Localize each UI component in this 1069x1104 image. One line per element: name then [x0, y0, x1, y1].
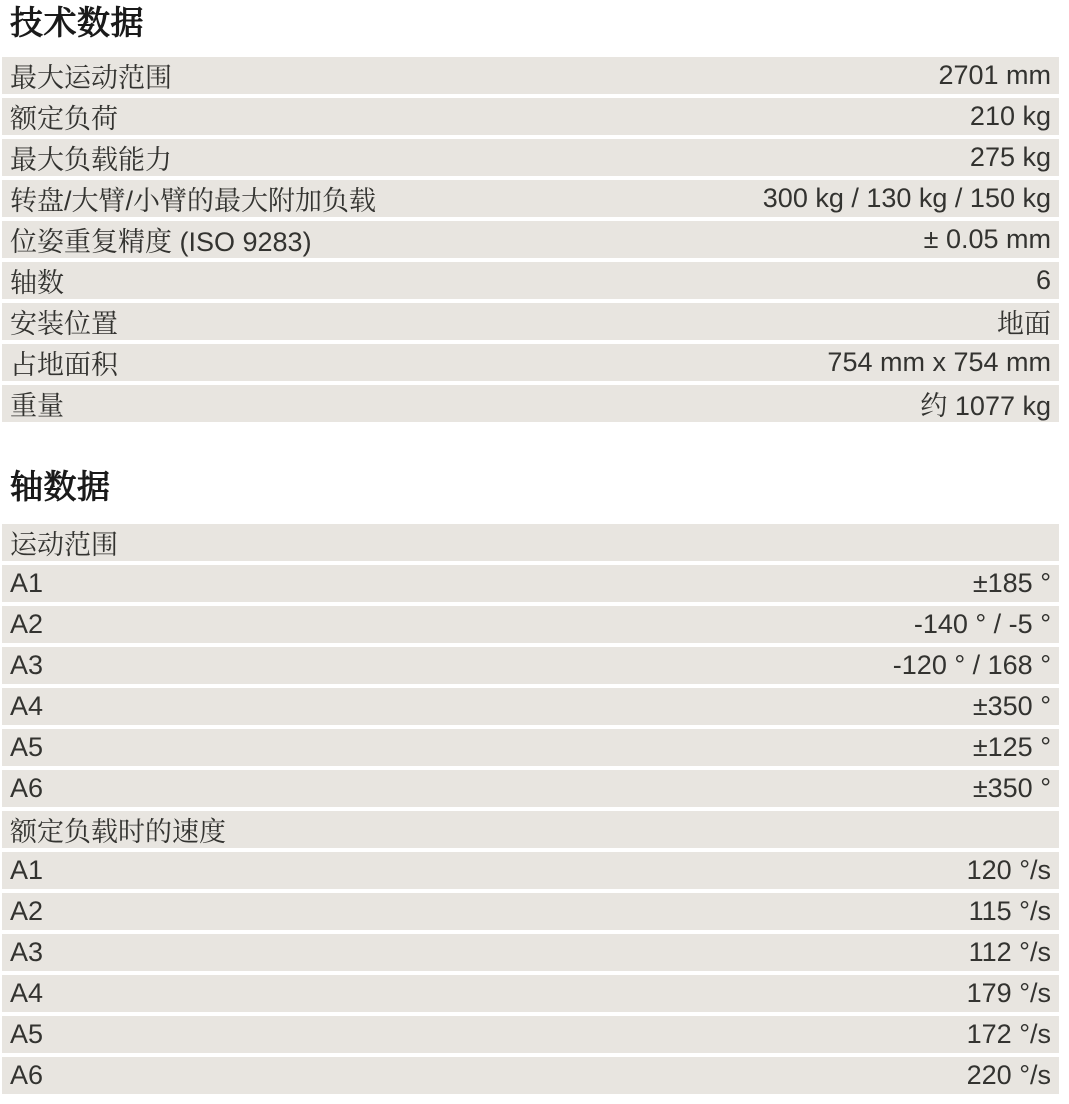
spec-table	[2, 524, 1059, 1094]
row-value: 220 °/s	[966, 1060, 1051, 1090]
row-value: 112 °/s	[968, 937, 1051, 967]
table-row	[2, 647, 1059, 684]
row-label: A2	[10, 896, 44, 926]
row-value: ±350 °	[972, 691, 1051, 721]
row-label: 最大负载能力	[10, 145, 172, 175]
row-label: A1	[10, 855, 44, 885]
table-row	[2, 303, 1059, 340]
row-label: 运动范围	[10, 530, 118, 560]
row-label: A4	[10, 978, 44, 1008]
row-label: A5	[10, 732, 44, 762]
table-row	[2, 180, 1059, 217]
row-value: 179 °/s	[966, 978, 1051, 1008]
table-row	[2, 975, 1059, 1012]
row-label: A3	[10, 650, 44, 680]
row-label: 重量	[10, 391, 64, 421]
spec-table	[2, 57, 1059, 422]
row-label: A4	[10, 691, 44, 721]
row-value: 地面	[997, 309, 1051, 339]
row-label: A3	[10, 937, 44, 967]
table-row	[2, 524, 1059, 561]
row-value: 115 °/s	[968, 896, 1051, 926]
table-row	[2, 221, 1059, 258]
table-row	[2, 934, 1059, 971]
row-value: ±185 °	[972, 568, 1051, 598]
row-label: 位姿重复精度 (ISO 9283)	[10, 227, 312, 257]
table-row	[2, 606, 1059, 643]
row-value: 210 kg	[969, 101, 1051, 131]
row-label: 最大运动范围	[10, 63, 172, 93]
row-label: 轴数	[10, 268, 64, 298]
row-value: 2701 mm	[938, 60, 1051, 90]
table-row	[2, 688, 1059, 725]
row-value: ± 0.05 mm	[923, 224, 1051, 254]
table-row	[2, 565, 1059, 602]
section-title: 轴数据	[10, 468, 111, 505]
row-label: 额定负载时的速度	[10, 817, 226, 847]
row-label: A5	[10, 1019, 44, 1049]
row-label: 额定负荷	[10, 104, 118, 134]
table-row	[2, 770, 1059, 807]
row-value: -140 ° / -5 °	[913, 609, 1051, 639]
spec-section	[0, 0, 1069, 422]
row-value: -120 ° / 168 °	[892, 650, 1051, 680]
table-row	[2, 1057, 1059, 1094]
table-row	[2, 1016, 1059, 1053]
table-row	[2, 729, 1059, 766]
table-row	[2, 98, 1059, 135]
row-label: A1	[10, 568, 44, 598]
row-value: 172 °/s	[966, 1019, 1051, 1049]
row-value: ±350 °	[972, 773, 1051, 803]
row-label: 转盘/大臂/小臂的最大附加负载	[10, 186, 377, 216]
row-label: 安装位置	[10, 309, 118, 339]
row-label: A6	[10, 1060, 44, 1090]
row-value: 120 °/s	[966, 855, 1051, 885]
row-label: A2	[10, 609, 44, 639]
row-value: 275 kg	[969, 142, 1051, 172]
spec-section	[0, 468, 1069, 1094]
row-value: 300 kg / 130 kg / 150 kg	[762, 183, 1051, 213]
table-row	[2, 852, 1059, 889]
table-row	[2, 344, 1059, 381]
table-row	[2, 139, 1059, 176]
section-title: 技术数据	[10, 4, 144, 41]
table-row	[2, 385, 1059, 422]
row-label: A6	[10, 773, 44, 803]
table-row	[2, 811, 1059, 848]
row-value: ±125 °	[972, 732, 1051, 762]
row-value: 6	[1035, 265, 1051, 295]
row-label: 占地面积	[10, 350, 118, 380]
table-row	[2, 893, 1059, 930]
row-value: 约 1077 kg	[920, 391, 1051, 421]
row-value: 754 mm x 754 mm	[827, 347, 1051, 377]
table-row	[2, 262, 1059, 299]
table-row	[2, 57, 1059, 94]
